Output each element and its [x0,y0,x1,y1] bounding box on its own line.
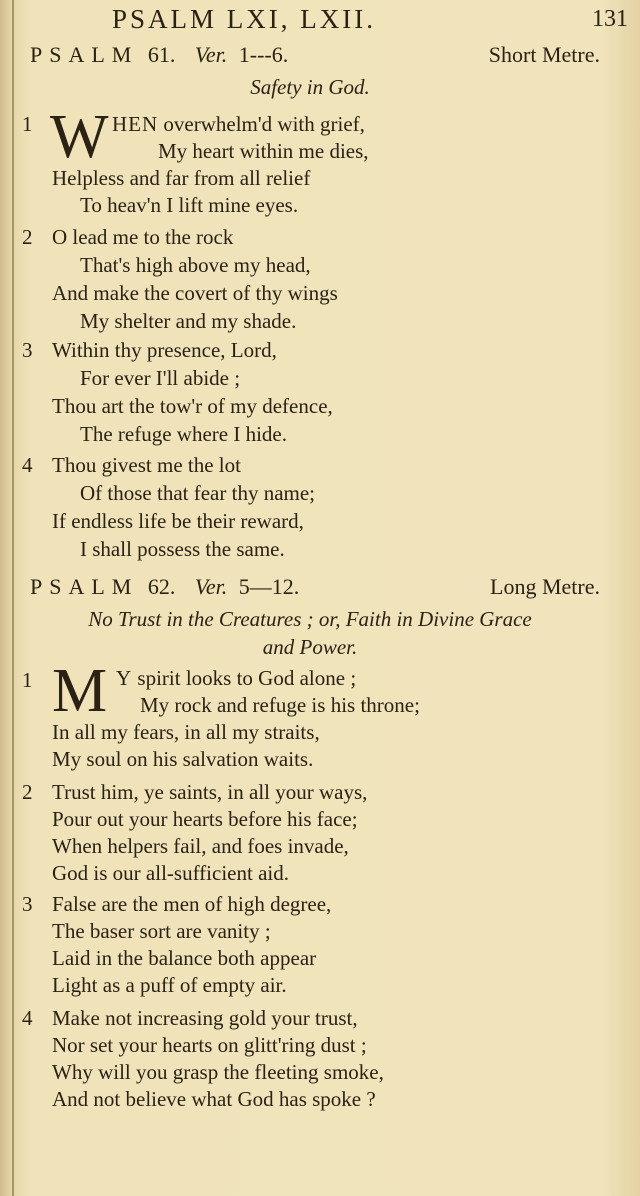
psalm-number: 61. [147,42,176,67]
verse-line: God is our all-sufficient aid. [52,861,289,885]
verse-label: Ver. [194,42,228,67]
metre: Long Metre. [490,574,600,599]
verse-range: 5—12. [238,574,300,599]
psalm-62-heading [30,574,600,604]
verse-range: 1---6. [238,42,289,67]
verse-line: HEN overwhelm'd with grief, [112,112,365,136]
verse-line: O lead me to the rock [52,225,234,249]
verse-label: Ver. [194,574,228,599]
verse-line: Make not increasing gold your trust, [52,1006,358,1030]
metre: Short Metre. [488,42,600,67]
verse-line: Within thy presence, Lord, [52,338,277,362]
verse-line: Thou givest me the lot [52,453,241,477]
binding-gutter [12,0,14,1196]
stanza-number: 1 [22,668,33,692]
verse-line: The refuge where I hide. [80,422,287,446]
verse-line: Light as a puff of empty air. [52,973,287,997]
psalm-61-heading [30,42,600,72]
verse-line: Nor set your hearts on glitt'ring dust ; [52,1033,367,1057]
verse-line: Pour out your hearts before his face; [52,807,358,831]
verse-line: My rock and refuge is his throne; [140,693,420,717]
subtitle-line: and Power. [262,635,358,659]
verse-line: I shall possess the same. [80,537,285,561]
psalm-61-subtitle [20,73,600,101]
psalm-label: PSALM [30,574,139,599]
drop-capital: W [50,103,109,171]
verse-line: My soul on his salvation waits. [52,747,314,771]
stanza-number: 3 [22,338,33,362]
verse-line: In all my fears, in all my straits, [52,720,320,744]
verse-line: Y spirit looks to God alone ; [116,666,357,690]
verse-line: My shelter and my shade. [80,309,297,333]
subtitle-line: No Trust in the Creatures ; or, Faith in Divine Grace [88,607,532,631]
stanza-number: 2 [22,780,33,804]
psalm-label: PSALM [30,42,139,67]
stanza-number: 3 [22,892,33,916]
verse-line: Thou art the tow'r of my defence, [52,394,333,418]
verse-line: To heav'n I lift mine eyes. [80,193,299,217]
stanza-number: 1 [22,112,33,136]
verse-line: Helpless and far from all relief [52,166,311,190]
stanza-number: 4 [22,1006,33,1030]
stanza-number: 2 [22,225,33,249]
psalm-number: 62. [147,574,176,599]
subtitle-line: Safety in God. [250,75,370,99]
running-title: PSALM LXI, LXII. [112,4,376,34]
verse-line: False are the men of high degree, [52,892,332,916]
verse-line: Trust him, ye saints, in all your ways, [52,780,368,804]
verse-line: The baser sort are vanity ; [52,919,271,943]
verse-line: And make the covert of thy wings [52,281,338,305]
verse-line: My heart within me dies, [158,139,369,163]
stanza-number: 4 [22,453,33,477]
verse-line: If endless life be their reward, [52,509,304,533]
drop-capital: M [52,657,108,725]
verse-line: When helpers fail, and foes invade, [52,834,349,858]
verse-line: For ever I'll abide ; [80,366,241,390]
verse-line: And not believe what God has spoke ? [52,1087,376,1111]
verse-line: Of those that fear thy name; [80,481,315,505]
page-number: 131 [592,6,628,32]
psalm-62-subtitle [20,605,600,661]
running-head [0,4,640,38]
verse-line: Laid in the balance both appear [52,946,317,970]
verse-line: That's high above my head, [80,253,311,277]
verse-line: Why will you grasp the fleeting smoke, [52,1060,384,1084]
